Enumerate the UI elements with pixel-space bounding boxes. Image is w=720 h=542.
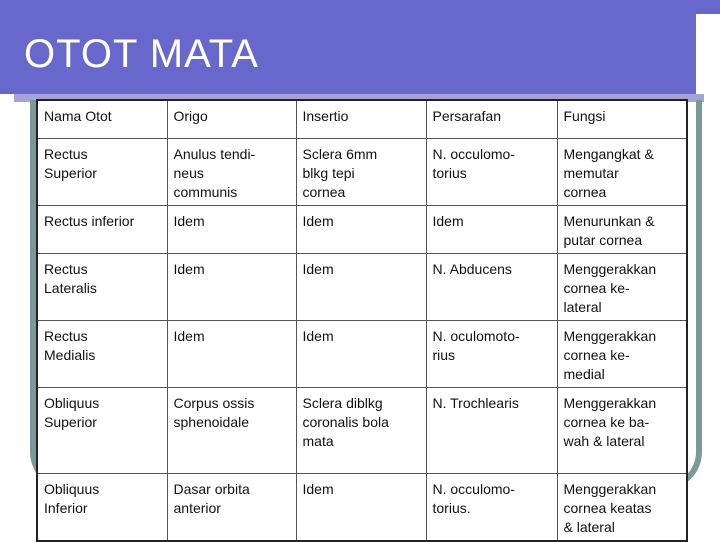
muscle-table-body [37, 100, 687, 541]
table-cell: Rectus inferior [37, 205, 167, 253]
table-cell: Idem [167, 205, 296, 253]
table-cell: Idem [426, 205, 557, 253]
table-cell: Sclera diblkg coronalis bola mata [296, 387, 426, 473]
table-header-row [37, 100, 687, 138]
table-cell: Rectus Superior [37, 138, 167, 205]
table-cell: Obliquus Inferior [37, 473, 167, 541]
header-cell: Persarafan [426, 100, 557, 138]
header-cell: Insertio [296, 100, 426, 138]
table-cell: Rectus Lateralis [37, 253, 167, 320]
table-cell: Anulus tendi- neus communis [167, 138, 296, 205]
table-cell: Idem [296, 473, 426, 541]
table-cell: Menggerakkan cornea ke- medial [557, 320, 687, 387]
table-cell: N. Trochlearis [426, 387, 557, 473]
table-row [37, 138, 687, 205]
table-cell: Sclera 6mm blkg tepi cornea [296, 138, 426, 205]
table-cell: Menggerakkan cornea ke ba- wah & lateral [557, 387, 687, 473]
table-cell: Menggerakkan cornea keatas & lateral [557, 473, 687, 541]
table-cell: Rectus Medialis [37, 320, 167, 387]
table-cell: Idem [296, 253, 426, 320]
table-cell: N. occulomo- torius [426, 138, 557, 205]
table-cell: N. Abducens [426, 253, 557, 320]
table-cell: Menggerakkan cornea ke- lateral [557, 253, 687, 320]
muscle-table [36, 99, 688, 542]
table-cell: N. oculomoto- rius [426, 320, 557, 387]
table-cell: Menurunkan & putar cornea [557, 205, 687, 253]
table-cell: Idem [167, 320, 296, 387]
table-row [37, 205, 687, 253]
header-cell: Origo [167, 100, 296, 138]
table-cell: Idem [296, 320, 426, 387]
table-row [37, 253, 687, 320]
table-row [37, 473, 687, 541]
table-cell: Mengangkat & memutar cornea [557, 138, 687, 205]
table-cell: Corpus ossis sphenoidale [167, 387, 296, 473]
header-cell: Fungsi [557, 100, 687, 138]
table-cell: Idem [167, 253, 296, 320]
table-cell: Dasar orbita anterior [167, 473, 296, 541]
table-cell: Idem [296, 205, 426, 253]
table-cell: N. occulomo- torius. [426, 473, 557, 541]
table-cell: Obliquus Superior [37, 387, 167, 473]
slide-title: OTOT MATA [24, 32, 259, 76]
table-row [37, 320, 687, 387]
header-cell: Nama Otot [37, 100, 167, 138]
corner-accent [696, 0, 720, 14]
table-row [37, 387, 687, 473]
